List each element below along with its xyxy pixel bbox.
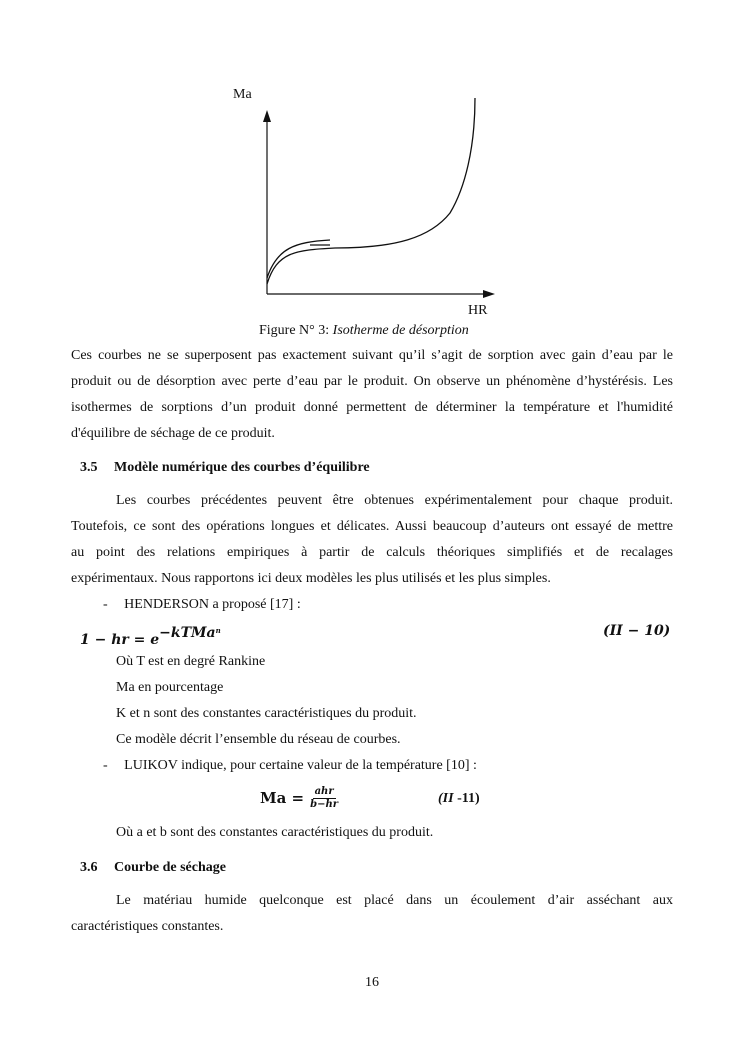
equation-fraction <box>308 786 340 811</box>
fraction-denominator: b−hr <box>310 798 339 810</box>
desorption-curve <box>267 240 330 278</box>
luikov-note: Où a et b sont des constantes caractéristiques du produit. <box>116 825 434 840</box>
section-title: Modèle numérique des courbes d’équilibre <box>114 460 370 475</box>
figure-caption <box>259 318 469 344</box>
equation-exponent: −kTMa <box>159 625 216 641</box>
paragraph-line: produit ou de désorption avec perte d’eau par le produit. On observe un phénomène d’hystérésis. Les <box>71 374 673 389</box>
paragraph-line: Toutefois, ce sont des opérations longues et délicates. Aussi beaucoup d’auteurs ont essayé de mettre <box>71 519 673 534</box>
section-heading-3-5 <box>80 455 370 481</box>
section-title: Courbe de séchage <box>114 860 226 875</box>
paragraph-hysteresis <box>71 343 673 447</box>
paragraph-line: Les courbes précédentes peuvent être obtenues expérimentalement pour chaque produit. <box>116 493 673 508</box>
page-number: 16 <box>365 975 379 990</box>
figure-isotherm <box>225 88 525 323</box>
isotherm-chart <box>225 88 525 323</box>
bullet-henderson <box>103 592 301 618</box>
label-suffix: -11) <box>453 791 480 806</box>
paragraph-models <box>71 488 673 592</box>
paragraph-drying <box>71 888 673 940</box>
equation-label-luikov <box>438 786 480 812</box>
section-number: 3.5 <box>80 460 98 475</box>
label-prefix: (II <box>438 791 454 806</box>
paragraph-line: Ces courbes ne se superposent pas exactement suivant qu’il s’agit de sorption avec gain d’eau par le <box>71 348 673 363</box>
equation-lhs: 1 − hr = e <box>80 632 160 648</box>
x-axis-label: HR <box>468 303 488 318</box>
figure-caption-prefix: Figure N° 3: <box>259 323 333 338</box>
equation-exponent-n: n <box>215 626 221 635</box>
equation-label-henderson: (II − 10) <box>603 623 671 639</box>
note-line: K et n sont des constantes caractéristiques du produit. <box>116 706 417 721</box>
equation-henderson <box>80 618 221 653</box>
note-line: Ce modèle décrit l’ensemble du réseau de courbes. <box>116 732 401 747</box>
equation-luikov <box>260 783 340 813</box>
equation-lhs: Ma = <box>260 789 305 807</box>
bullet-text: LUIKOV indique, pour certaine valeur de la température [10] : <box>124 758 477 773</box>
bullet-luikov <box>103 753 477 779</box>
paragraph-line: expérimentaux. Nous rapportons ici deux modèles les plus utilisés et les plus simples. <box>71 571 551 586</box>
paragraph-line: d'équilibre de séchage de ce produit. <box>71 426 275 441</box>
figure-caption-title: Isotherme de désorption <box>332 323 469 338</box>
bullet-dash: - <box>103 597 108 612</box>
note-line: Ma en pourcentage <box>116 680 224 695</box>
section-number: 3.6 <box>80 860 98 875</box>
x-axis-arrow <box>483 290 495 298</box>
fraction-numerator: ahr <box>314 785 334 797</box>
paragraph-line: caractéristiques constantes. <box>71 919 224 934</box>
paragraph-line: isothermes de sorptions d’un produit donné permettent de déterminer la température et l'humidité <box>71 400 673 415</box>
note-line: Où T est en degré Rankine <box>116 654 266 669</box>
y-axis-arrow <box>263 110 271 122</box>
y-axis-label: Ma <box>233 87 252 102</box>
paragraph-line: au point des relations empiriques à partir de calculs théoriques simplifiés et de recalages <box>71 545 673 560</box>
paragraph-line: Le matériau humide quelconque est placé dans un écoulement d’air asséchant aux <box>116 893 673 908</box>
bullet-dash: - <box>103 758 108 773</box>
bullet-text: HENDERSON a proposé [17] : <box>124 597 301 612</box>
section-heading-3-6 <box>80 855 226 881</box>
henderson-notes <box>116 649 417 753</box>
sorption-curve <box>267 98 475 284</box>
